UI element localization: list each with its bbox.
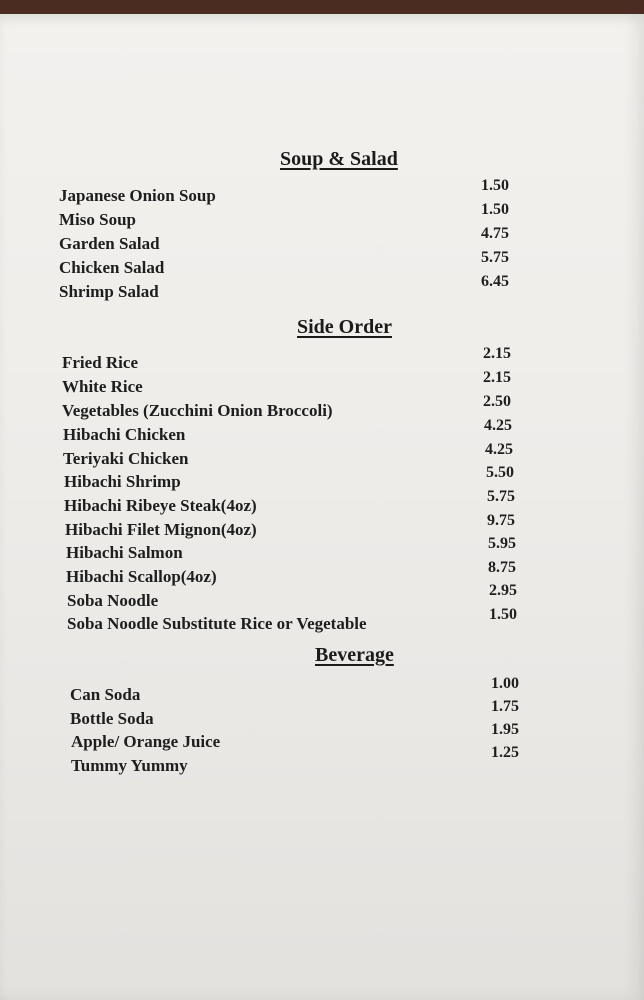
menu-item-price: 1.50 — [489, 606, 517, 623]
menu-item-name: Japanese Onion Soup — [59, 186, 216, 205]
menu-item-price: 1.50 — [481, 201, 509, 218]
menu-item-price: 5.95 — [488, 535, 516, 552]
menu-item-price: 4.25 — [484, 417, 512, 434]
menu-item-name: Hibachi Salmon — [66, 543, 183, 562]
menu-item-name: Bottle Soda — [70, 709, 154, 728]
menu-item-name: Vegetables (Zucchini Onion Broccoli) — [62, 401, 333, 420]
menu-item-price: 6.45 — [481, 273, 509, 290]
menu-page — [0, 14, 644, 1000]
menu-item-name: Hibachi Shrimp — [64, 472, 181, 491]
menu-item-name: Apple/ Orange Juice — [71, 732, 221, 751]
menu-item-price: 8.75 — [488, 559, 516, 576]
menu-item-name: Hibachi Filet Mignon(4oz) — [65, 520, 257, 539]
menu-item-price: 5.50 — [486, 464, 514, 481]
menu-item-name: Garden Salad — [59, 234, 160, 253]
menu-item-price: 2.95 — [489, 582, 517, 599]
menu-item-name: Hibachi Scallop(4oz) — [66, 567, 217, 586]
menu-item-name: Teriyaki Chicken — [63, 449, 189, 468]
section-title-soup-salad: Soup & Salad — [280, 148, 398, 170]
menu-item-price: 4.75 — [481, 225, 509, 242]
menu-item-price: 1.50 — [481, 177, 509, 194]
menu-item-price: 1.25 — [491, 744, 519, 761]
menu-item-price: 5.75 — [481, 249, 509, 266]
section-title-beverage: Beverage — [315, 644, 394, 666]
menu-item-name: Shrimp Salad — [59, 282, 159, 301]
menu-item-price: 1.75 — [491, 698, 519, 715]
menu-item-name: Soba Noodle Substitute Rice or Vegetable — [67, 614, 367, 633]
menu-item-price: 5.75 — [487, 488, 515, 505]
menu-item-price: 4.25 — [485, 441, 513, 458]
menu-item-name: Hibachi Ribeye Steak(4oz) — [64, 496, 257, 515]
menu-item-name: Miso Soup — [59, 210, 136, 229]
menu-item-price: 1.00 — [491, 675, 519, 692]
menu-item-name: Hibachi Chicken — [63, 425, 186, 444]
menu-item-price: 1.95 — [491, 721, 519, 738]
menu-item-price: 2.15 — [483, 345, 511, 362]
menu-item-name: Tummy Yummy — [71, 756, 188, 775]
menu-item-name: Can Soda — [70, 685, 141, 704]
menu-item-name: Fried Rice — [62, 353, 138, 372]
menu-item-price: 2.15 — [483, 369, 511, 386]
menu-item-name: Chicken Salad — [59, 258, 165, 277]
menu-item-name: Soba Noodle — [67, 591, 159, 610]
section-title-side-order: Side Order — [297, 316, 392, 338]
menu-item-price: 2.50 — [483, 393, 511, 410]
menu-item-name: White Rice — [62, 377, 143, 396]
menu-item-price: 9.75 — [487, 512, 515, 529]
